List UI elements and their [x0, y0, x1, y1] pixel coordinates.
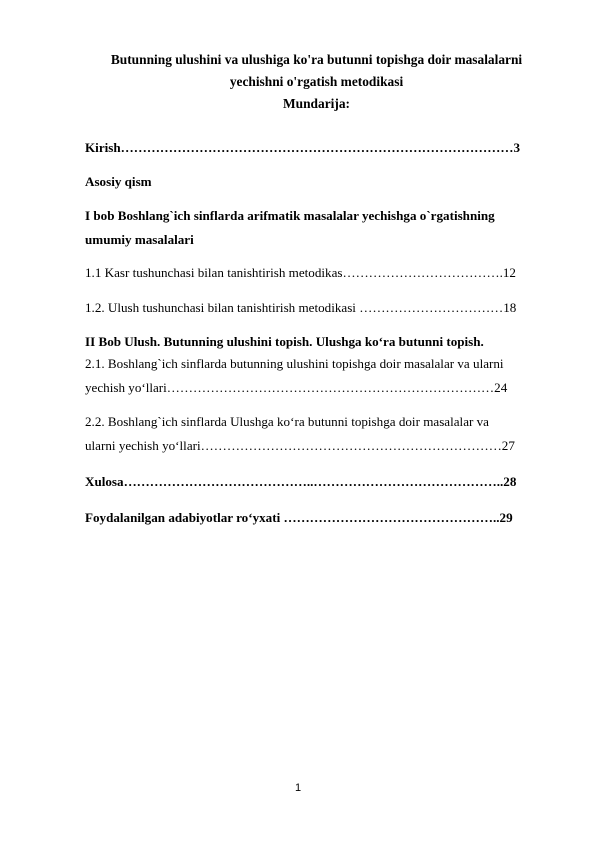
toc-entry-2-1-line1: 2.1. Boshlang`ich sinflarda butunning ulushini topishga doir masalalar va ularni: [85, 356, 504, 371]
toc-entry-adabiyotlar: Foydalanilgan adabiyotlar ro‘yxati …………………………………………..29: [85, 510, 513, 525]
toc-entry-chapter2: II Bob Ulush. Butunning ulushini topish. Ulushga ko‘ra butunni topish.: [85, 334, 484, 349]
page-number: 1: [294, 782, 302, 794]
toc-entry-xulosa: Xulosa……………………………………..……………………………………..28: [85, 474, 517, 489]
toc-entry-1-1: 1.1 Kasr tushunchasi bilan tanishtirish metodikas……………………………….12: [85, 265, 516, 280]
toc-heading: Mundarija:: [283, 96, 350, 111]
toc-entry-asosiy-qism: Asosiy qism: [85, 174, 152, 189]
toc-entry-kirish: Kirish………………………………………………………………………………3: [85, 140, 521, 155]
document-title-line1: Butunning ulushini va ulushiga ko'ra butunni topishga doir masalalarni: [110, 52, 523, 67]
toc-entry-chapter1-line1: I bob Boshlang`ich sinflarda arifmatik masalalar yechishga o`rgatishning: [85, 208, 495, 223]
document-title-line2: yechishni o'rgatish metodikasi: [229, 74, 404, 89]
toc-entry-2-1-line2: yechish yo‘llari…………………………………………………………………24: [85, 380, 508, 395]
toc-entry-1-2: 1.2. Ulush tushunchasi bilan tanishtirish metodikasi ……………………………18: [85, 300, 517, 315]
toc-entry-2-2-line1: 2.2. Boshlang`ich sinflarda Ulushga ko‘ra butunni topishga doir masalalar va: [85, 414, 489, 429]
toc-entry-2-2-line2: ularni yechish yo‘llari……………………………………………………………27: [85, 438, 515, 453]
toc-entry-chapter1-line2: umumiy masalalari: [85, 232, 194, 247]
